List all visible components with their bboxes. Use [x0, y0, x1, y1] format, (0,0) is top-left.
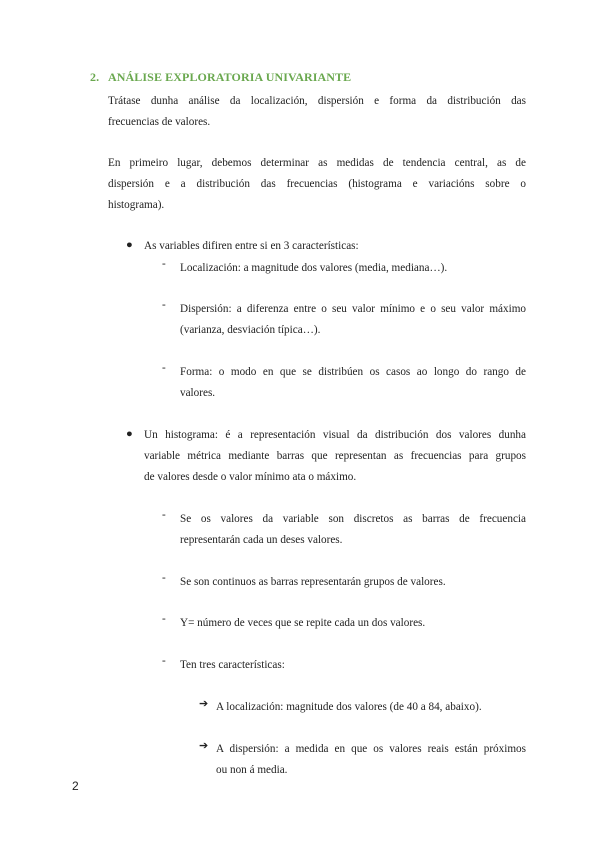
- list-item: Localización: a magnitude dos valores (media, mediana…).: [180, 262, 448, 274]
- list-item: Se son continuos as barras representarán grupos de valores.: [180, 576, 446, 588]
- dash-icon: -: [162, 655, 166, 667]
- page-number: 2: [72, 779, 79, 793]
- arrow-icon: ➔: [199, 740, 209, 752]
- bullet-icon: ●: [126, 239, 133, 251]
- list-item: Forma: o modo en que se distribúen os casos ao longo do rango de valores.: [180, 366, 526, 399]
- section-title: ANÁLISE EXPLORATORIA UNIVARIANTE: [108, 70, 352, 84]
- bullet-2-text: Un histograma: é a representación visual da distribución dos valores dunha variable métrica mediante barras que representan as frecuencias para grupos de valores desde o valor mínimo ata o máximo.: [144, 429, 526, 483]
- dash-icon: -: [162, 572, 166, 584]
- intro-paragraph: Trátase dunha análise da localización, dispersión e forma da distribución das frecuencias de valores.: [108, 95, 526, 128]
- dash-icon: -: [162, 362, 166, 374]
- sub-list-item: A localización: magnitude dos valores (de 40 a 84, abaixo).: [216, 701, 482, 713]
- dash-icon: -: [162, 509, 166, 521]
- section-heading: [90, 70, 351, 85]
- dash-icon: -: [162, 258, 166, 270]
- list-item: Y= número de veces que se repite cada un dos valores.: [180, 617, 426, 629]
- list-item: Se os valores da variable son discretos as barras de frecuencia representarán cada un deses valores.: [180, 513, 526, 546]
- arrow-icon: ➔: [199, 698, 209, 710]
- sub-list-item: A dispersión: a medida en que os valores reais están próximos ou non á media.: [216, 743, 526, 776]
- bullet-icon: ●: [126, 428, 133, 440]
- list-item: Dispersión: a diferenza entre o seu valor mínimo e o seu valor máximo (varianza, desviación típica…).: [180, 303, 526, 336]
- paragraph-2: En primeiro lugar, debemos determinar as medidas de tendencia central, as de dispersión e a distribución das frecuencias (histograma e variacións sobre o histograma).: [108, 157, 526, 211]
- bullet-1-text: As variables difiren entre si en 3 características:: [144, 240, 359, 252]
- section-number: 2.: [90, 70, 100, 84]
- dash-icon: -: [162, 299, 166, 311]
- list-item: Ten tres características:: [180, 659, 285, 671]
- dash-icon: -: [162, 613, 166, 625]
